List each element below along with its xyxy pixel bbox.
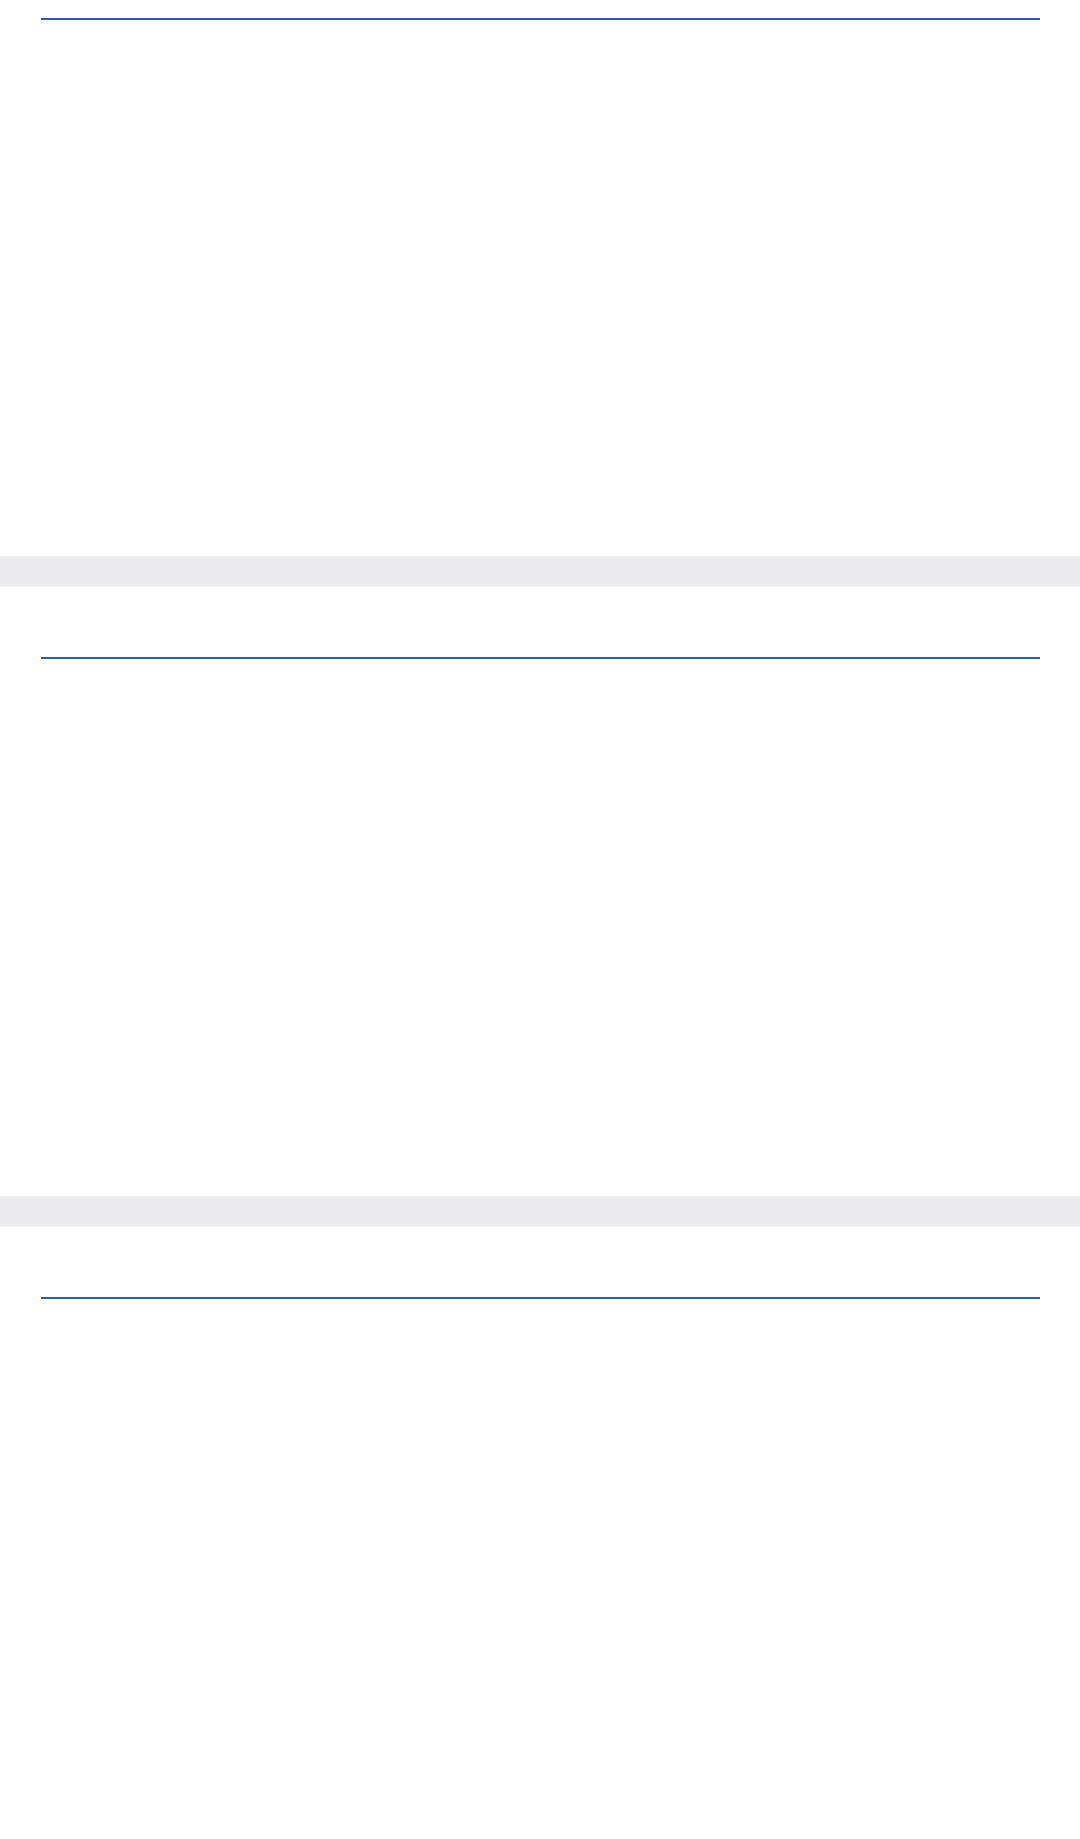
title-underline bbox=[41, 1297, 1040, 1299]
title-underline bbox=[41, 657, 1040, 659]
title-underline bbox=[41, 18, 1040, 20]
slide-gantt-arrows bbox=[0, 1227, 1080, 1839]
slide-gantt-phases bbox=[0, 0, 1080, 556]
slide-gantt-progress bbox=[0, 587, 1080, 1196]
